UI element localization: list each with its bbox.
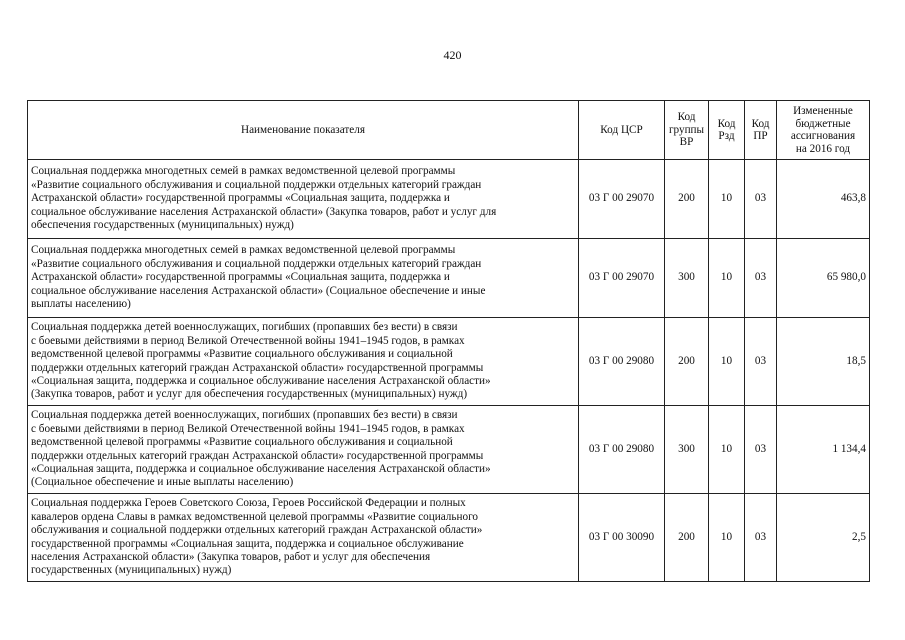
table-row — [28, 494, 870, 582]
row-rzd: 10 — [709, 494, 745, 582]
row-amount: 18,5 — [777, 318, 870, 406]
header-vr: Код группы ВР — [665, 101, 709, 160]
row-vr: 300 — [665, 406, 709, 494]
row-vr: 200 — [665, 160, 709, 239]
row-csr: 03 Г 00 29080 — [579, 406, 665, 494]
row-csr: 03 Г 00 29080 — [579, 318, 665, 406]
header-pr: Код ПР — [745, 101, 777, 160]
table-header-row — [28, 101, 870, 160]
row-amount: 2,5 — [777, 494, 870, 582]
row-rzd: 10 — [709, 318, 745, 406]
row-rzd: 10 — [709, 406, 745, 494]
page-number: 420 — [443, 48, 462, 62]
row-vr: 200 — [665, 494, 709, 582]
row-vr: 200 — [665, 318, 709, 406]
row-pr: 03 — [745, 494, 777, 582]
row-name: Социальная поддержка многодетных семей в рамках ведомственной целевой программы «Развитие социального обслуживания и социальной поддержки отдельных категорий граждан Астраханской области» государственной программы «Социальная защита, поддержка и социальное обслуживание населения Астраханской области» (Социальное обеспечение и иные выплаты населению) — [28, 239, 579, 318]
header-csr: Код ЦСР — [579, 101, 665, 160]
table-row — [28, 406, 870, 494]
row-vr: 300 — [665, 239, 709, 318]
table-row — [28, 239, 870, 318]
row-amount: 463,8 — [777, 160, 870, 239]
table-row — [28, 160, 870, 239]
row-name: Социальная поддержка многодетных семей в рамках ведомственной целевой программы «Развитие социального обслуживания и социальной поддержки отдельных категорий граждан Астраханской области» государственной программы «Социальная защита, поддержка и социальное обслуживание населения Астраханской области» (Закупка товаров, работ и услуг для обеспечения государственных (муниципальных) нужд) — [28, 160, 579, 239]
row-csr: 03 Г 00 30090 — [579, 494, 665, 582]
row-pr: 03 — [745, 318, 777, 406]
row-pr: 03 — [745, 160, 777, 239]
row-rzd: 10 — [709, 239, 745, 318]
budget-table — [27, 100, 870, 582]
header-name: Наименование показателя — [28, 101, 579, 160]
row-rzd: 10 — [709, 160, 745, 239]
row-name: Социальная поддержка Героев Советского Союза, Героев Российской Федерации и полных кавалеров ордена Славы в рамках ведомственной целевой программы «Развитие социального обслуживания и социальной поддержки отдельных категорий граждан Астраханской области» государственной программы «Социальная защита, поддержка и социальное обслуживание населения Астраханской области» (Закупка товаров, работ и услуг для обеспечения государственных (муниципальных) нужд) — [28, 494, 579, 582]
row-pr: 03 — [745, 406, 777, 494]
header-rzd: Код Рзд — [709, 101, 745, 160]
row-pr: 03 — [745, 239, 777, 318]
row-name: Социальная поддержка детей военнослужащих, погибших (пропавших без вести) в связи с боевыми действиями в период Великой Отечественной войны 1941–1945 годов, в рамках ведомственной целевой программы «Развитие социального обслуживания и социальной поддержки отдельных категорий граждан Астраханской области» государственной программы «Социальная защита, поддержка и социальное обслуживание населения Астраханской области» (Социальное обеспечение и иные выплаты населению) — [28, 406, 579, 494]
row-amount: 1 134,4 — [777, 406, 870, 494]
table-row — [28, 318, 870, 406]
row-csr: 03 Г 00 29070 — [579, 239, 665, 318]
row-csr: 03 Г 00 29070 — [579, 160, 665, 239]
row-name: Социальная поддержка детей военнослужащих, погибших (пропавших без вести) в связи с боевыми действиями в период Великой Отечественной войны 1941–1945 годов, в рамках ведомственной целевой программы «Развитие социального обслуживания и социальной поддержки отдельных категорий граждан Астраханской области» государственной программы «Социальная защита, поддержка и социальное обслуживание населения Астраханской области» (Закупка товаров, работ и услуг для обеспечения государственных (муниципальных) нужд) — [28, 318, 579, 406]
header-amount: Измененные бюджетные ассигнования на 2016 год — [777, 101, 870, 160]
row-amount: 65 980,0 — [777, 239, 870, 318]
